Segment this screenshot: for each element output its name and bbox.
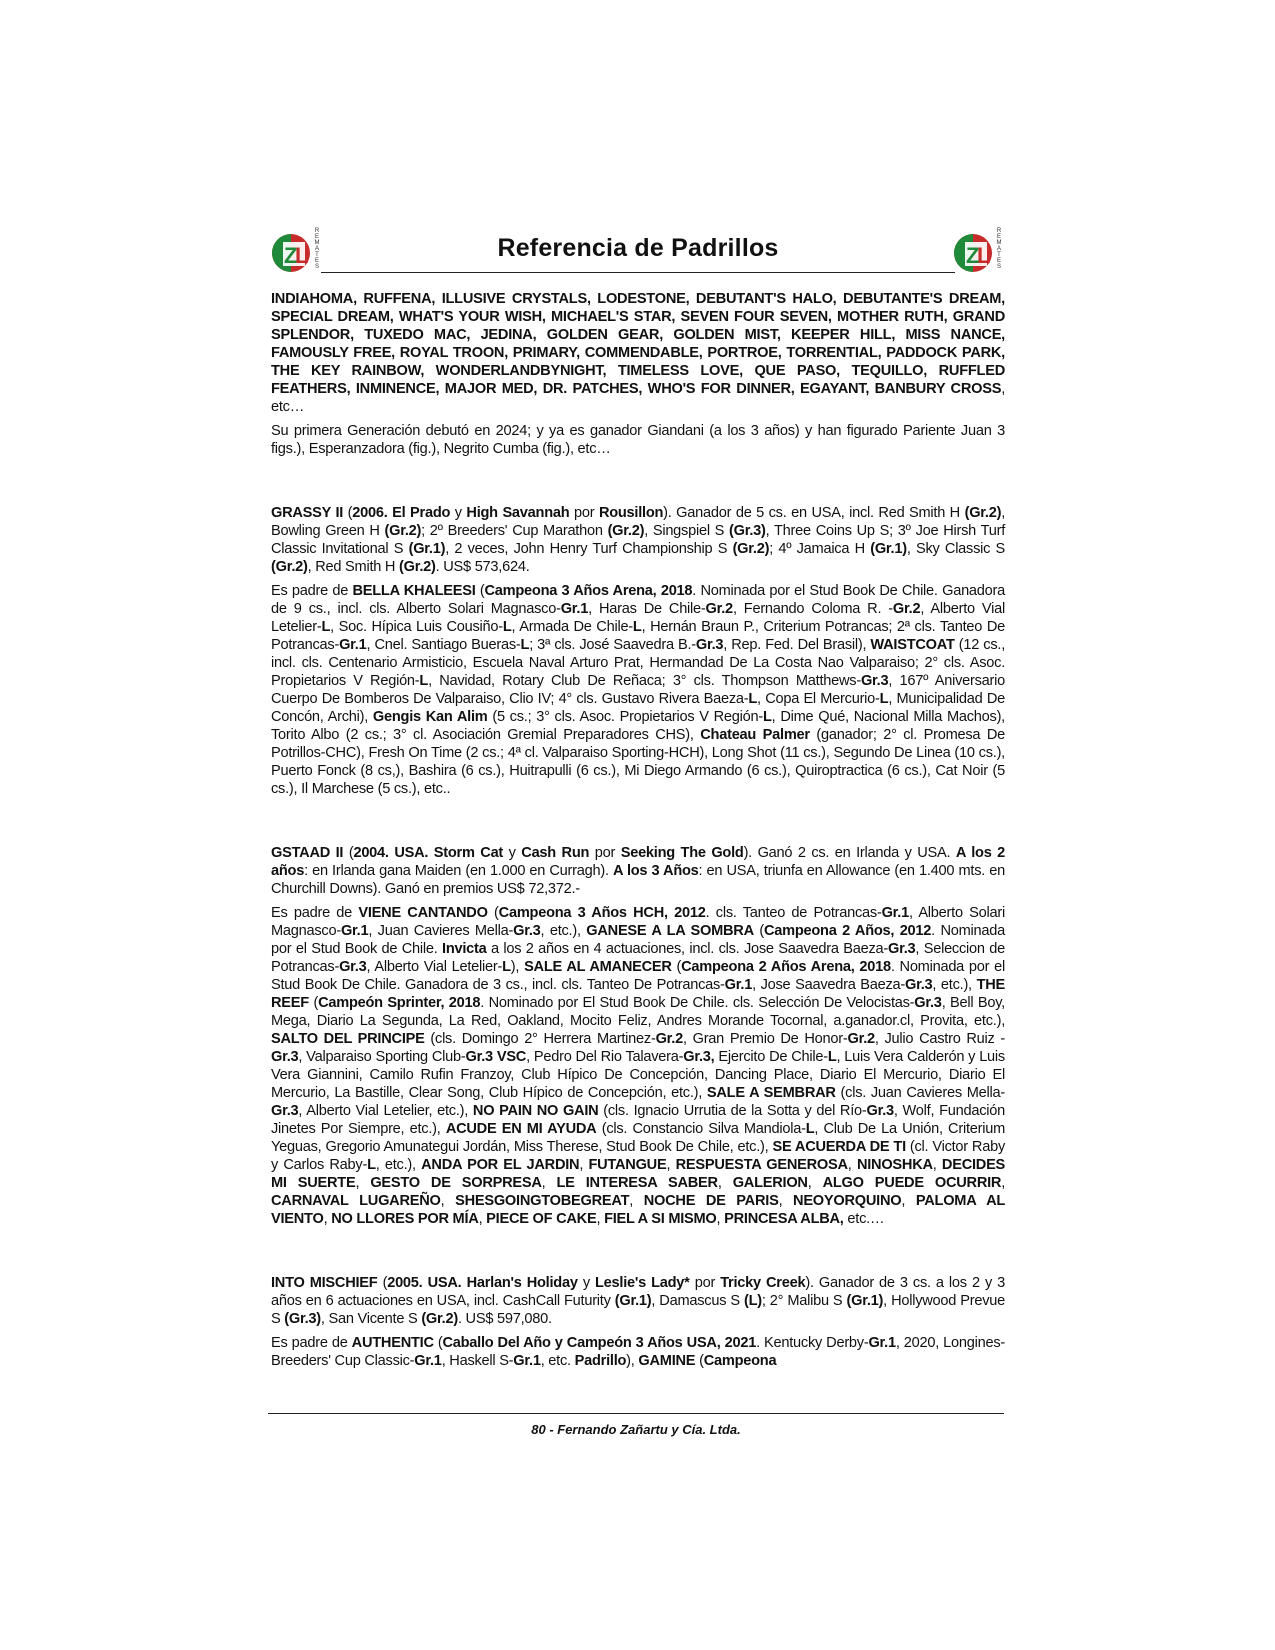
text-run: , Hollywood Prevue S	[271, 1293, 1006, 1327]
text-run: ,	[629, 1193, 644, 1209]
text-run: , Cnel. Santiago Bueras-	[366, 637, 521, 653]
text-run: ,	[323, 1211, 332, 1227]
text-run: (cls. Ignacio Urrutia de la Sotta y del Río-	[598, 1103, 867, 1119]
bold-text: 2006. El Prado	[352, 505, 451, 521]
text-run: , Hernán Braun P., Criterium Potrancas; 2ª cls. Tanteo De Potrancas-	[271, 619, 1005, 653]
text-run: (	[343, 845, 354, 861]
text-run: , Alberto Solari Magnasco-	[271, 905, 1005, 939]
bold-text: VIENE CANTANDO	[358, 905, 488, 921]
text-run: , Gran Premio De Honor-	[682, 1031, 848, 1047]
bold-text: SALE AL AMANECER	[524, 959, 672, 975]
bold-text: (Gr.1)	[846, 1293, 884, 1309]
bold-text: Leslie's Lady*	[595, 1275, 690, 1291]
page-header	[271, 228, 1005, 280]
svg-text:Z: Z	[284, 243, 298, 268]
text-run: ,	[716, 1211, 725, 1227]
text-run: ,	[807, 1175, 823, 1191]
document-body	[271, 290, 1005, 1370]
text-run: , 2 veces, John Henry Turf Championship S	[445, 541, 733, 557]
body-paragraph	[271, 1274, 1005, 1328]
text-run: Su primera Generación debutó en 2024; y ya es ganador Giandani (a los 3 años) y han figurado Pariente Juan 3 figs.), Esperanzadora (fig.), Negrito Cumba (fig.), etc…	[271, 423, 1005, 457]
text-run: , Haras De Chile-	[588, 601, 706, 617]
bold-text: (L)	[743, 1293, 762, 1309]
text-run: ,	[440, 1193, 456, 1209]
text-run: , Club De La Unión, Criterium Yeguas, Gregorio Amunategui Jordán, Miss Therese, Stud Book De Chile, etc.),	[271, 1121, 1005, 1155]
bold-text: Gr.2	[705, 601, 733, 617]
bold-text: (Gr.2)	[399, 559, 436, 575]
bold-text: L	[419, 673, 429, 689]
text-run: . Nominado por El Stud Book De Chile. cls. Selección De Velocistas-	[480, 995, 915, 1011]
bold-text: Campeona 2 Años Arena, 2018	[681, 959, 891, 975]
bold-text: NO LLORES POR MÍA	[331, 1211, 479, 1227]
text-run: (ganador; 2° cl. Promesa De Potrillos-CHC), Fresh On Time (2 cs.; 4ª cl. Valparaiso Sporting-HCH), Long Shot (11 cs.), Segundo De Linea (10 cs.), Puerto Fonck (8 cs,), Bashira (6 cs.), Huitrapulli (6 cs.), Mi Diego Armando (6 cs.), Quiroptractica (6 cs.), Cat Noir (5 cs.), Il Marchese (5 cs.), etc..	[271, 727, 1006, 797]
bold-text: (Gr.2)	[271, 559, 308, 575]
text-run: por	[689, 1275, 721, 1291]
svg-text:L: L	[977, 243, 991, 268]
bold-text: L	[805, 1121, 815, 1137]
bold-text: INDIAHOMA, RUFFENA, ILLUSIVE CRYSTALS, LODESTONE, DEBUTANT'S HALO, DEBUTANTE'S DREAM, SPECIAL DREAM, WHAT'S YOUR WISH, MICHAEL'S STAR, SEVEN FOUR SEVEN, MOTHER RUTH, GRAND SPLENDOR, TUXEDO MAC, JEDINA, GOLDEN GEAR, GOLDEN MIST, KEEPER HILL, MISS NANCE, FAMOUSLY FREE, ROYAL TROON, PRIMARY, COMMENDABLE, PORTROE, TORRENTIAL, PADDOCK PARK, THE KEY RAINBOW, WONDERLANDBYNIGHT, TIMELESS LOVE, QUE PASO, TEQUILLO, RUFFLED FEATHERS, INMINENCE, MAJOR MED, DR. PATCHES, WHO'S FOR DINNER, EGAYANT, BANBURY CROSS	[271, 291, 1005, 397]
bold-text: Gr.3	[339, 959, 367, 975]
bold-text: 2005. USA. Harlan's Holiday	[387, 1275, 578, 1291]
text-run: ,	[932, 1157, 942, 1173]
body-paragraph	[271, 504, 1005, 576]
bold-text: Caballo Del Año y Campeón 3 Años USA, 2021	[442, 1335, 757, 1351]
text-run: (	[671, 959, 682, 975]
bold-text: INTO MISCHIEF	[271, 1275, 378, 1291]
text-run: , San Vicente S	[320, 1311, 422, 1327]
bold-text: CARNAVAL LUGAREÑO	[271, 1193, 441, 1209]
text-run: . Kentucky Derby-	[756, 1335, 869, 1351]
text-run: , Singspiel S	[644, 523, 729, 539]
bold-text: Campeona 3 Años HCH, 2012	[498, 905, 706, 921]
stallion-entry	[271, 504, 1005, 798]
text-run: , Alberto Vial Letelier-	[366, 959, 503, 975]
text-run: , etc.),	[540, 923, 587, 939]
bold-text: L	[502, 619, 512, 635]
text-run: , 2020, Longines-Breeders' Cup Classic-	[271, 1335, 1005, 1369]
bold-text: ALGO PUEDE OCURRIR	[822, 1175, 1002, 1191]
bold-text: L	[502, 959, 511, 975]
bold-text: Gr.3	[905, 977, 933, 993]
bold-text: GESTO DE SORPRESA	[370, 1175, 542, 1191]
text-run: , Juan Cavieres Mella-	[368, 923, 514, 939]
bold-text: THE REEF	[271, 977, 1005, 1011]
bold-text: Gr.1	[513, 1353, 541, 1369]
page	[271, 228, 1005, 1376]
body-paragraph	[271, 582, 1005, 798]
bold-text: SALE A SEMBRAR	[706, 1085, 836, 1101]
bold-text: Chateau Palmer	[700, 727, 810, 743]
bold-text: SHESGOINGTOBEGREAT	[455, 1193, 630, 1209]
text-run: , Red Smith H	[307, 559, 400, 575]
text-run: , Haskell S-	[441, 1353, 514, 1369]
text-run: y	[577, 1275, 596, 1291]
bold-text: L	[632, 619, 642, 635]
stallion-entry	[271, 1274, 1005, 1370]
bold-text: Gr.1	[414, 1353, 442, 1369]
text-run: (12 cs., incl. cls. Centenario Armisticio, Escuela Naval Arturo Prat, Hermandad De La Costa Nao Valparaiso; 2° cls. Asoc. Propietarios V Región-	[271, 637, 1006, 689]
bold-text: (Gr.2)	[421, 1311, 458, 1327]
bold-text: RESPUESTA GENEROSA	[675, 1157, 848, 1173]
bold-text: WAISTCOAT	[870, 637, 955, 653]
bold-text: NOCHE DE PARIS	[643, 1193, 779, 1209]
text-run: ,	[355, 1175, 371, 1191]
bold-text: Cash Run	[521, 845, 590, 861]
bold-text: Gr.1	[881, 905, 909, 921]
bold-text: SALTO DEL PRINCIPE	[271, 1031, 425, 1047]
bold-text: Gr.1	[339, 637, 367, 653]
bold-text: Gr.1	[340, 923, 369, 939]
stallion-entry	[271, 290, 1005, 458]
bold-text: Gr.3	[695, 637, 724, 653]
text-run: . Nominada por el Stud Book de Chile.	[271, 923, 1005, 957]
bold-text: (Gr.3)	[284, 1311, 321, 1327]
bold-text: SE ACUERDA DE TI	[772, 1139, 906, 1155]
bold-text: Gengis Kan Alim	[372, 709, 488, 725]
text-run: , Bell Boy, Mega, Diario La Segunda, La Red, Oakland, Mocito Feliz, Andres Morande Tocornal, a.ganador.cl, Provita, etc.),	[271, 995, 1005, 1029]
bold-text: (Gr.1)	[408, 541, 446, 557]
text-run: , Wolf, Fundación Jinetes Por Siempre, etc.),	[271, 1103, 1005, 1137]
bold-text: (Gr.1)	[614, 1293, 652, 1309]
text-run: (cls. Constancio Silva Mandiola-	[596, 1121, 806, 1137]
bold-text: GALERION	[732, 1175, 808, 1191]
text-run: ,	[901, 1193, 916, 1209]
bold-text: NO PAIN NO GAIN	[472, 1103, 599, 1119]
company-logo-right	[953, 228, 1005, 276]
bold-text: (Gr.2)	[384, 523, 422, 539]
bold-text: GSTAAD II	[271, 845, 344, 861]
bold-text: High Savannah	[466, 505, 570, 521]
bold-text: Gr.3,	[683, 1049, 715, 1065]
text-run: , Municipalidad De Concón, Archi),	[271, 691, 1005, 725]
text-run: , Jose Saavedra Baeza-	[752, 977, 906, 993]
text-run: : en Irlanda gana Maiden (en 1.000 en Curragh).	[304, 863, 613, 879]
text-run: , Pedro Del Rio Talavera-	[526, 1049, 684, 1065]
text-run: , Fernando Coloma R. -	[732, 601, 893, 617]
text-run: . cls. Tanteo de Potrancas-	[705, 905, 882, 921]
text-run: ,	[1001, 1175, 1006, 1191]
bold-text: Rousillon	[598, 505, 664, 521]
text-run: ),	[626, 1353, 639, 1369]
bold-text: FIEL A SI MISMO	[604, 1211, 717, 1227]
text-run: ,	[596, 1211, 605, 1227]
text-run: (	[343, 505, 353, 521]
text-run: Es padre de	[271, 1335, 352, 1351]
body-paragraph	[271, 904, 1005, 1228]
text-run: . US$ 573,624.	[435, 559, 530, 575]
text-run: , Armada De Chile-	[511, 619, 633, 635]
text-run: . Nominada por el Stud Book De Chile. Ganadora de 3 cs., incl. cls. Tanteo De Potrancas-	[271, 959, 1005, 993]
bold-text: (Gr.2)	[964, 505, 1002, 521]
bold-text: ACUDE EN MI AYUDA	[445, 1121, 597, 1137]
text-run: (	[487, 905, 499, 921]
body-paragraph	[271, 844, 1005, 898]
svg-text:L: L	[295, 243, 309, 268]
text-run: . Nominada por el Stud Book De Chile. Ganadora de 9 cs., incl. cls. Alberto Solari Magnasco-	[271, 583, 1006, 617]
bold-text: AUTHENTIC	[351, 1335, 434, 1351]
bold-text: L	[520, 637, 530, 653]
logo-remates-text: REMATES	[996, 228, 1002, 270]
bold-text: Gr.3	[914, 995, 942, 1011]
bold-text: Gr.3	[866, 1103, 894, 1119]
bold-text: Gr.3	[271, 1049, 299, 1065]
bold-text: NEOYORQUINO	[793, 1193, 902, 1209]
text-run: por	[589, 845, 621, 861]
text-run: (	[695, 1353, 704, 1369]
bold-text: (Gr.2)	[607, 523, 645, 539]
text-run: ),	[510, 959, 525, 975]
stallion-entry	[271, 844, 1005, 1228]
text-run: , Three Coins Up S; 3º Joe Hirsh Turf Classic Invitational S	[271, 523, 1005, 557]
text-run: , Copa El Mercurio-	[757, 691, 880, 707]
bold-text: Campeón Sprinter, 2018	[318, 995, 481, 1011]
text-run: , Rep. Fed. Del Brasil),	[723, 637, 871, 653]
bold-text: ANDA POR EL JARDIN	[421, 1157, 580, 1173]
bold-text: Gr.3	[513, 923, 541, 939]
text-run: , Valparaiso Sporting Club-	[298, 1049, 466, 1065]
bold-text: GAMINE	[638, 1353, 696, 1369]
bold-text: L	[879, 691, 889, 707]
bold-text: Seeking The Gold	[620, 845, 744, 861]
text-run: ; 2° Malibu S	[761, 1293, 847, 1309]
text-run: , etc.),	[375, 1157, 422, 1173]
text-run: ,	[541, 1175, 557, 1191]
text-run: , Sky Classic S	[906, 541, 1006, 557]
text-run: ). Ganó 2 cs. en Irlanda y USA.	[743, 845, 956, 861]
text-run: , etc.),	[932, 977, 977, 993]
bold-text: L	[321, 619, 331, 635]
body-paragraph	[271, 290, 1005, 416]
text-run: , Luis Vera Calderón y Luis Vera Giannini, Camilo Rufin Franzoy, Club Hípico De Concepción, Dancing Place, Diario El Mercurio, Diario El Mercurio, La Bastille, Clear Song, Club Hípico de Concepción, etc.),	[271, 1049, 1005, 1101]
page-footer: 80 - Fernando Zañartu y Cía. Ltda.	[531, 1422, 741, 1437]
text-run: (	[753, 923, 764, 939]
bold-text: PALOMA AL VIENTO	[271, 1193, 1006, 1227]
body-paragraph	[271, 422, 1005, 458]
text-run: ; 4º Jamaica H	[769, 541, 871, 557]
bold-text: Gr.3	[271, 1103, 299, 1119]
bold-text: LE INTERESA SABER	[556, 1175, 718, 1191]
bold-text: Gr.1	[868, 1335, 896, 1351]
bold-text: Gr.3 VSC	[465, 1049, 527, 1065]
text-run: ,	[778, 1193, 794, 1209]
text-run: a los 2 años en 4 actuaciones, incl. cls. Jose Saavedra Baeza-	[486, 941, 889, 957]
text-run: , Navidad, Rotary Club De Reñaca; 3° cls. Thompson Matthews-	[428, 673, 861, 689]
bold-text: Gr.2	[892, 601, 921, 617]
text-run: (cl. Victor Raby y Carlos Raby-	[271, 1139, 1005, 1173]
bold-text: A los 3 Años	[612, 863, 699, 879]
body-paragraph	[271, 1334, 1005, 1370]
bold-text: Campeona 3 Años Arena, 2018	[484, 583, 693, 599]
bold-text: Gr.2	[847, 1031, 875, 1047]
bold-text: L	[763, 709, 772, 725]
bold-text: DECIDES MI SUERTE	[271, 1157, 1006, 1191]
text-run: , etc…	[271, 381, 1005, 415]
bold-text: GANESE A LA SOMBRA	[586, 923, 754, 939]
text-run: , Seleccion de Potrancas-	[271, 941, 1005, 975]
bold-text: Gr.1	[724, 977, 753, 993]
bold-text: PIECE OF CAKE	[486, 1211, 597, 1227]
bold-text: L	[367, 1157, 376, 1173]
bold-text: Tricky Creek	[720, 1275, 806, 1291]
text-run: (cls. Domingo 2° Herrera Martinez-	[424, 1031, 656, 1047]
text-run: ,	[478, 1211, 487, 1227]
bold-text: Campeona 2 Años, 2012	[763, 923, 932, 939]
text-run: ). Ganador de 3 cs. a los 2 y 3 años en 6 actuaciones en USA, incl. CashCall Futurity	[271, 1275, 1005, 1309]
bold-text: Padrillo	[574, 1353, 627, 1369]
bold-text: NINOSHKA	[856, 1157, 933, 1173]
text-run: Es padre de	[271, 583, 353, 599]
text-run: y	[450, 505, 467, 521]
text-run: , Julio Castro Ruiz -	[874, 1031, 1005, 1047]
bold-text: Gr.1	[560, 601, 589, 617]
text-run: ). Ganador de 5 cs. en USA, incl. Red Smith H	[663, 505, 965, 521]
text-run: , Alberto Vial Letelier-	[271, 601, 1005, 635]
text-run: , etc.	[540, 1353, 575, 1369]
text-run: (	[308, 995, 319, 1011]
text-run: : en USA, triunfa en Allowance (en 1.400 mts. en Churchill Downs). Ganó en premios US$ 72,372.-	[271, 863, 1005, 897]
bold-text: PRINCESA ALBA,	[724, 1211, 844, 1227]
text-run: (	[433, 1335, 443, 1351]
bold-text: (Gr.3)	[729, 523, 766, 539]
company-logo-left	[271, 228, 323, 276]
text-run: por	[569, 505, 599, 521]
text-run: , Dime Qué, Nacional Milla Machos), Torito Albo (2 cs.; 3° cl. Asociación Gremial Preparadores CHS),	[271, 709, 1005, 743]
text-run: ; 2º Breeders' Cup Marathon	[421, 523, 608, 539]
bold-text: (Gr.2)	[732, 541, 770, 557]
text-run: y	[503, 845, 522, 861]
text-run: Ejercito De Chile-	[714, 1049, 828, 1065]
bold-text: FUTANGUE	[588, 1157, 667, 1173]
bold-text: A los 2 años	[271, 845, 1006, 879]
text-run: . US$ 597,080.	[457, 1311, 552, 1327]
bold-text: L	[827, 1049, 837, 1065]
text-run: ; 3ª cls. José Saavedra B.-	[529, 637, 696, 653]
header-divider	[321, 272, 955, 273]
bold-text: Invicta	[442, 941, 487, 957]
text-run: ,	[666, 1157, 676, 1173]
bold-text: GRASSY II	[271, 505, 344, 521]
text-run: Es padre de	[271, 905, 359, 921]
bold-text: Campeona	[703, 1353, 777, 1369]
bold-text: Gr.3	[860, 673, 889, 689]
text-run: etc.…	[843, 1211, 885, 1227]
text-run: ,	[579, 1157, 589, 1173]
text-run: (	[475, 583, 485, 599]
bold-text: BELLA KHALEESI	[352, 583, 476, 599]
text-run: (	[377, 1275, 388, 1291]
page-title: Referencia de Padrillos	[497, 234, 779, 262]
text-run: ,	[717, 1175, 733, 1191]
logo-remates-text: REMATES	[314, 228, 320, 270]
bold-text: (Gr.1)	[870, 541, 907, 557]
bold-text: L	[748, 691, 758, 707]
bold-text: 2004. USA. Storm Cat	[353, 845, 504, 861]
text-run: , Alberto Vial Letelier, etc.),	[298, 1103, 473, 1119]
text-run: (5 cs.; 3° cls. Asoc. Propietarios V Región-	[487, 709, 763, 725]
bold-text: Gr.3	[888, 941, 916, 957]
footer-divider	[268, 1413, 1004, 1414]
bold-text: Gr.2	[655, 1031, 683, 1047]
text-run: (cls. Juan Cavieres Mella-	[835, 1085, 1005, 1101]
text-run: , 167º Aniversario Cuerpo De Bomberos De Valparaiso, Clio IV; 4° cls. Gustavo Rivera Baeza-	[271, 673, 1005, 707]
text-run: ,	[847, 1157, 857, 1173]
svg-text:Z: Z	[966, 243, 980, 268]
text-run: , Soc. Hípica Luis Cousiño-	[330, 619, 503, 635]
text-run: , Damascus S	[651, 1293, 744, 1309]
text-run: , Bowling Green H	[271, 505, 1006, 539]
